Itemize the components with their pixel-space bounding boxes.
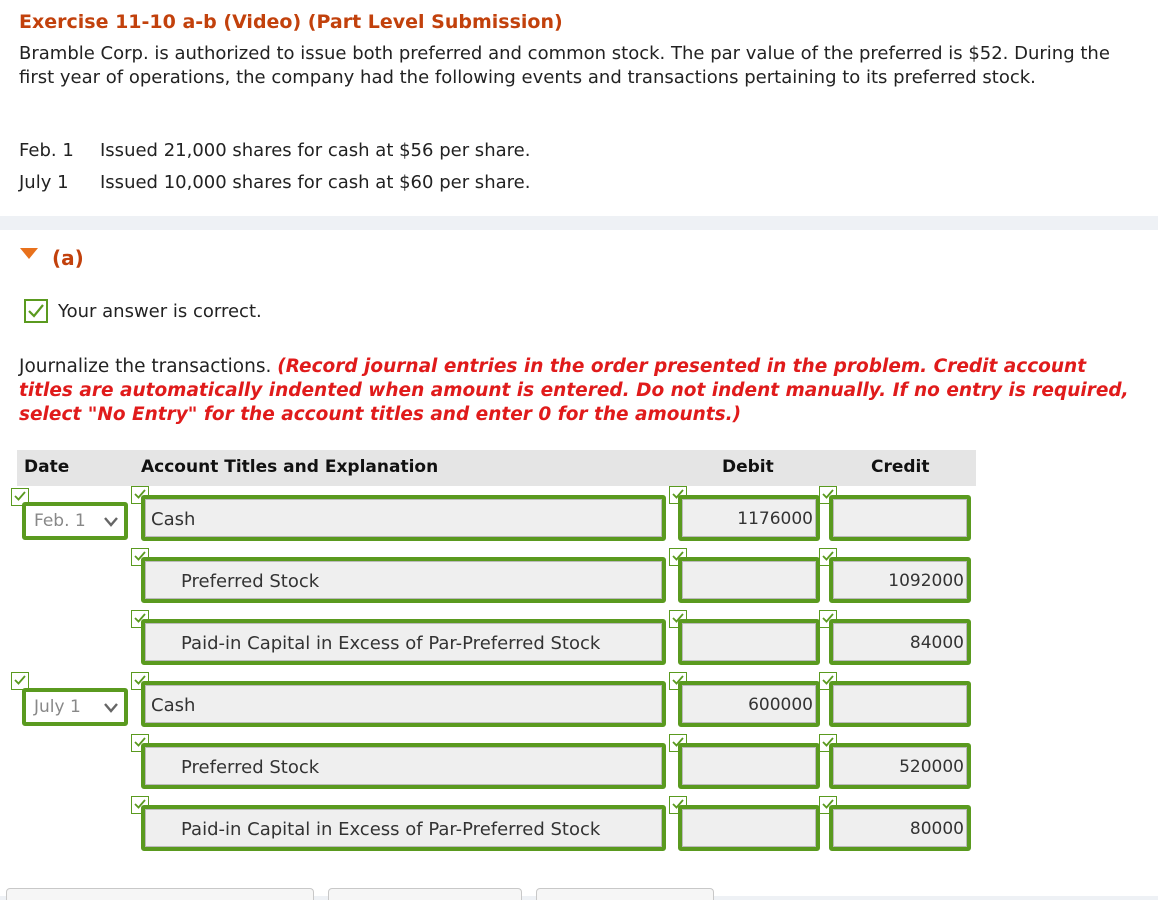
header-account: Account Titles and Explanation: [141, 457, 439, 477]
credit-amount: 1092000: [888, 571, 964, 591]
bottom-control[interactable]: [328, 888, 522, 900]
account-title: Paid-in Capital in Excess of Par-Preferred Stock: [181, 633, 601, 654]
account-title-field[interactable]: [141, 619, 666, 665]
account-title: Cash: [151, 695, 196, 716]
credit-field[interactable]: [829, 619, 971, 665]
instruction-lead: Journalize the transactions.: [19, 356, 278, 377]
bottom-control[interactable]: [536, 888, 714, 900]
debit-field[interactable]: [678, 557, 820, 603]
credit-amount: 520000: [899, 757, 964, 777]
debit-amount: 1176000: [737, 509, 813, 529]
debit-field[interactable]: [678, 495, 820, 541]
credit-field[interactable]: [829, 557, 971, 603]
debit-field[interactable]: [678, 805, 820, 851]
account-title-field[interactable]: [141, 743, 666, 789]
account-title-field[interactable]: [141, 681, 666, 727]
account-title-field[interactable]: [141, 805, 666, 851]
part-label[interactable]: (a): [52, 246, 84, 270]
account-title: Paid-in Capital in Excess of Par-Preferred Stock: [181, 819, 601, 840]
date-value: Feb. 1: [34, 511, 86, 531]
debit-amount: 600000: [748, 695, 813, 715]
credit-amount: 80000: [909, 819, 964, 839]
bottom-control[interactable]: [6, 888, 314, 900]
instruction-note: (Record journal entries in the order presented in the problem. Credit account titles are automatically indented when amount is entered. Do not indent manually. If no entry is required, select "No Entry" for the account titles and enter 0 for the amounts.): [19, 356, 1129, 425]
account-title-field[interactable]: [141, 495, 666, 541]
transaction-date: Feb. 1: [19, 140, 74, 161]
status-message: Your answer is correct.: [58, 301, 262, 322]
transaction-date: July 1: [19, 172, 69, 193]
header-debit: Debit: [722, 457, 774, 477]
date-select[interactable]: [22, 688, 128, 726]
exercise-title: Exercise 11-10 a-b (Video) (Part Level Submission): [19, 11, 563, 33]
transaction-description: Issued 21,000 shares for cash at $56 per share.: [100, 140, 531, 161]
account-title: Preferred Stock: [181, 571, 320, 592]
header-credit: Credit: [871, 457, 930, 477]
debit-field[interactable]: [678, 743, 820, 789]
chevron-down-icon: [104, 517, 118, 527]
account-title-field[interactable]: [141, 557, 666, 603]
account-title: Preferred Stock: [181, 757, 320, 778]
credit-field[interactable]: [829, 495, 971, 541]
exercise-panel: [0, 0, 1158, 216]
header-date: Date: [24, 457, 70, 477]
debit-field[interactable]: [678, 681, 820, 727]
triangle-down-icon[interactable]: [20, 248, 38, 259]
credit-field[interactable]: [829, 681, 971, 727]
journal-table-header: [17, 450, 976, 486]
date-select[interactable]: [22, 502, 128, 540]
checkmark-icon: [24, 299, 48, 323]
credit-field[interactable]: [829, 805, 971, 851]
chevron-down-icon: [104, 703, 118, 713]
exercise-intro: Bramble Corp. is authorized to issue both preferred and common stock. The par value of the preferred is $52. During the first year of operations, the company had the following events and transactions pertaining to its preferred stock.: [19, 43, 1110, 88]
credit-field[interactable]: [829, 743, 971, 789]
credit-amount: 84000: [909, 633, 964, 653]
instructions: [19, 355, 1139, 427]
debit-field[interactable]: [678, 619, 820, 665]
date-value: July 1: [34, 697, 81, 717]
account-title: Cash: [151, 509, 196, 530]
transaction-description: Issued 10,000 shares for cash at $60 per share.: [100, 172, 531, 193]
